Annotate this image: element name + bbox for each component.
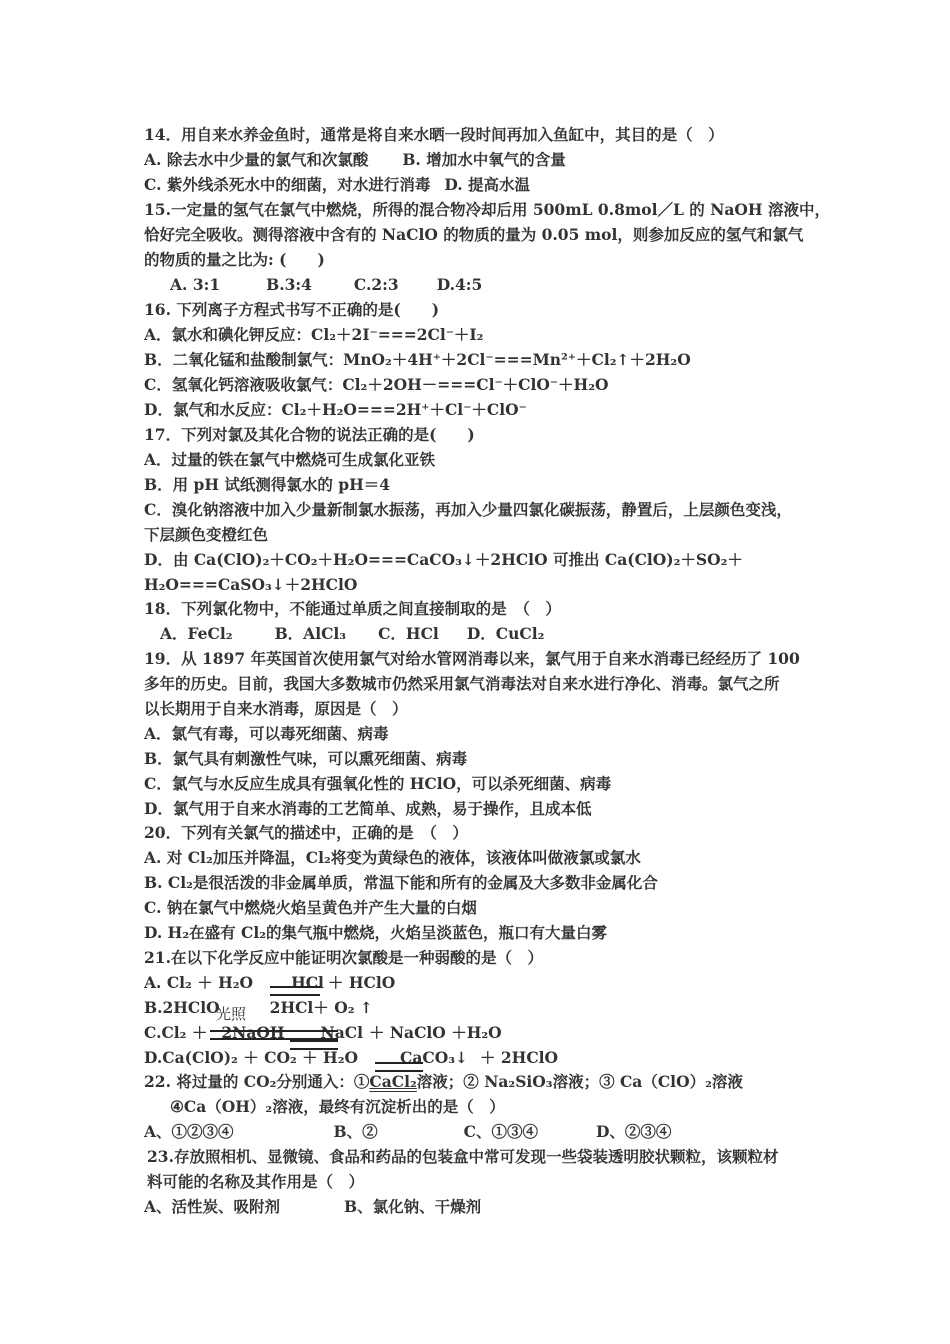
question-22-line-1 — [144, 1071, 743, 1093]
question-16-option-c: C．氢氧化钙溶液吸收氯气：Cl₂＋2OH－===Cl⁻＋ClO⁻＋H₂O — [144, 375, 609, 394]
question-22-option-b: B、② — [333, 1122, 378, 1141]
question-17-option-c-line-1: C．溴化钠溶液中加入少量新制氯水振荡，再加入少量四氯化碳振荡，静置后，上层颜色变浅， — [144, 500, 792, 519]
question-19-option-b: B．氯气具有刺激性气味，可以熏死细菌、病毒 — [144, 749, 468, 768]
question-22-line-2: ④Ca（OH）₂溶液，最终有沉淀析出的是（ ） — [170, 1097, 505, 1116]
question-15-line-3: 的物质的量之比为: ( ) — [144, 250, 325, 269]
question-17-option-a: A．过量的铁在氯气中燃烧可生成氯化亚铁 — [144, 450, 436, 469]
question-14-option-b: B. 增加水中氧气的含量 — [402, 150, 566, 169]
option-a-product-hclo: ＋ HClO — [327, 973, 396, 992]
question-14-options-cd — [144, 174, 530, 196]
question-20-option-d: D. H₂在盛有 Cl₂的集气瓶中燃烧，火焰呈淡蓝色，瓶口有大量白雾 — [144, 923, 608, 942]
question-22-text-pre: 22. 将过量的 CO₂分别通入：① — [144, 1072, 370, 1091]
question-14-option-d: D. 提高水温 — [444, 175, 531, 194]
option-d-product-caco3: CaCO₃↓ — [400, 1048, 468, 1067]
option-d-reactants: D.Ca(ClO)₂ ＋ CO₂ ＋ H₂O — [144, 1048, 358, 1067]
option-c-product-nacl: NaCl — [320, 1023, 363, 1042]
question-14-options-ab — [144, 149, 566, 171]
question-18-stem: 18．下列氯化物中，不能通过单质之间直接制取的是 （ ） — [144, 599, 561, 618]
option-c-reactant-naoh: 2NaOH — [221, 1023, 285, 1042]
option-c-products-rest: ＋ NaClO ＋H₂O — [368, 1023, 502, 1042]
question-17-option-b: B．用 pH 试纸测得氯水的 pH＝4 — [144, 475, 391, 494]
question-19-option-d: D．氯气用于自来水消毒的工艺简单、成熟，易于操作，且成本低 — [144, 799, 592, 818]
question-18-option-b: B．AlCl₃ — [274, 624, 347, 643]
question-23-line-1: 23.存放照相机、显微镜、食品和药品的包装盒中常可发现一些袋装透明胶状颗粒，该颗粒材 — [147, 1147, 779, 1166]
question-22-options — [144, 1121, 671, 1143]
question-18-options — [160, 623, 544, 645]
question-15-line-1: 15.一定量的氢气在氯气中燃烧，所得的混合物冷却后用 500mL 0.8mol／L 的 NaOH 溶液中， — [144, 200, 830, 219]
reversible-arrow-a — [270, 986, 320, 996]
option-a-reactants: A. Cl₂ ＋ H₂O — [144, 973, 254, 992]
question-15-option-c: C.2:3 — [353, 275, 399, 294]
question-23-option-b: B、氯化钠、干燥剂 — [344, 1197, 482, 1216]
question-20-option-a: A. 对 Cl₂加压并降温，Cl₂将变为黄绿色的液体，该液体叫做液氯或氯水 — [144, 848, 641, 867]
option-c-reactant-cl2: C.Cl₂ ＋ — [144, 1023, 208, 1042]
question-17-option-d-line-1: D．由 Ca(ClO)₂＋CO₂＋H₂O===CaCO₃↓＋2HClO 可推出 Ca(ClO)₂＋SO₂＋ — [144, 550, 743, 569]
question-15-line-2: 恰好完全吸收。测得溶液中含有的 NaClO 的物质的量为 0.05 mol，则参加反应的氢气和氯气 — [144, 225, 804, 244]
question-19-option-c: C．氯气与水反应生成具有强氧化性的 HClO，可以杀死细菌、病毒 — [144, 774, 612, 793]
question-22-option-a: A、①②③④ — [144, 1122, 234, 1141]
question-22-cacl2: CaCl₂ — [369, 1072, 417, 1091]
question-15-option-d: D.4:5 — [436, 275, 483, 294]
question-18-option-a: A．FeCl₂ — [160, 624, 233, 643]
question-16-option-b: B．二氧化锰和盐酸制氯气：MnO₂＋4H⁺＋2Cl⁻===Mn²⁺＋Cl₂↑＋2H₂O — [144, 350, 691, 369]
question-15-option-b: B.3:4 — [266, 275, 312, 294]
question-17-option-c-line-2: 下层颜色变橙红色 — [144, 525, 269, 544]
question-19-line-2: 多年的历史。目前，我国大多数城市仍然采用氯气消毒法对自来水进行净化、消毒。氯气之所 — [144, 674, 780, 693]
question-14-option-a: A. 除去水中少量的氯气和次氯酸 — [144, 150, 369, 169]
option-b-reactant: B.2HClO — [144, 998, 220, 1017]
question-20-option-c: C. 钠在氯气中燃烧火焰呈黄色并产生大量的白烟 — [144, 898, 477, 917]
option-b-condition-light: 光照 — [216, 1005, 247, 1023]
question-15-options — [170, 274, 482, 296]
question-23-line-2: 料可能的名称及其作用是（ ） — [147, 1172, 365, 1191]
question-23-option-a: A、活性炭、吸附剂 — [144, 1197, 281, 1216]
question-15-option-a: A. 3:1 — [170, 275, 221, 294]
option-d-product-hclo: ＋ 2HClO — [480, 1048, 559, 1067]
question-18-option-c: C．HCl — [378, 624, 439, 643]
equals-line-c — [210, 1030, 338, 1040]
question-17-option-d-line-2: H₂O===CaSO₃↓＋2HClO — [144, 575, 358, 594]
question-22-text-post: 溶液；② Na₂SiO₃溶液；③ Ca（ClO）₂溶液 — [416, 1072, 743, 1091]
question-16-option-d: D．氯气和水反应：Cl₂＋H₂O===2H⁺＋Cl⁻＋ClO⁻ — [144, 400, 527, 419]
question-14-stem: 14．用自来水养金鱼时，通常是将自来水晒一段时间再加入鱼缸中，其目的是（ ） — [144, 125, 724, 144]
question-16-option-a: A．氯水和碘化钾反应：Cl₂＋2I⁻===2Cl⁻＋I₂ — [144, 325, 484, 344]
question-19-line-3: 以长期用于自来水消毒，原因是（ ） — [144, 699, 408, 718]
question-14-option-c: C. 紫外线杀死水中的细菌，对水进行消毒 — [144, 175, 431, 194]
question-20-option-b: B. Cl₂是很活泼的非金属单质，常温下能和所有的金属及大多数非金属化合 — [144, 873, 658, 892]
question-17-stem: 17．下列对氯及其化合物的说法正确的是( ) — [144, 425, 475, 444]
question-16-stem: 16. 下列离子方程式书写不正确的是( ) — [144, 300, 440, 319]
question-21-option-d — [144, 1047, 558, 1069]
question-18-option-d: D．CuCl₂ — [466, 624, 545, 643]
option-a-product-hcl: HCl — [291, 973, 324, 992]
question-19-option-a: A．氯气有毒，可以毒死细菌、病毒 — [144, 724, 389, 743]
question-23-options — [144, 1196, 481, 1218]
question-21-option-b — [144, 997, 373, 1019]
question-22-option-c: C、①③④ — [463, 1122, 538, 1141]
question-21-stem: 21.在以下化学反应中能证明次氯酸是一种弱酸的是（ ） — [144, 948, 543, 967]
question-22-option-d: D、②③④ — [595, 1122, 672, 1141]
question-19-line-1: 19．从 1897 年英国首次使用氯气对给水管网消毒以来，氯气用于自来水消毒已经经历了 100 — [144, 649, 800, 668]
question-20-stem: 20．下列有关氯气的描述中，正确的是 （ ） — [144, 823, 468, 842]
option-b-products: 2HCl＋ O₂ ↑ — [269, 998, 373, 1017]
